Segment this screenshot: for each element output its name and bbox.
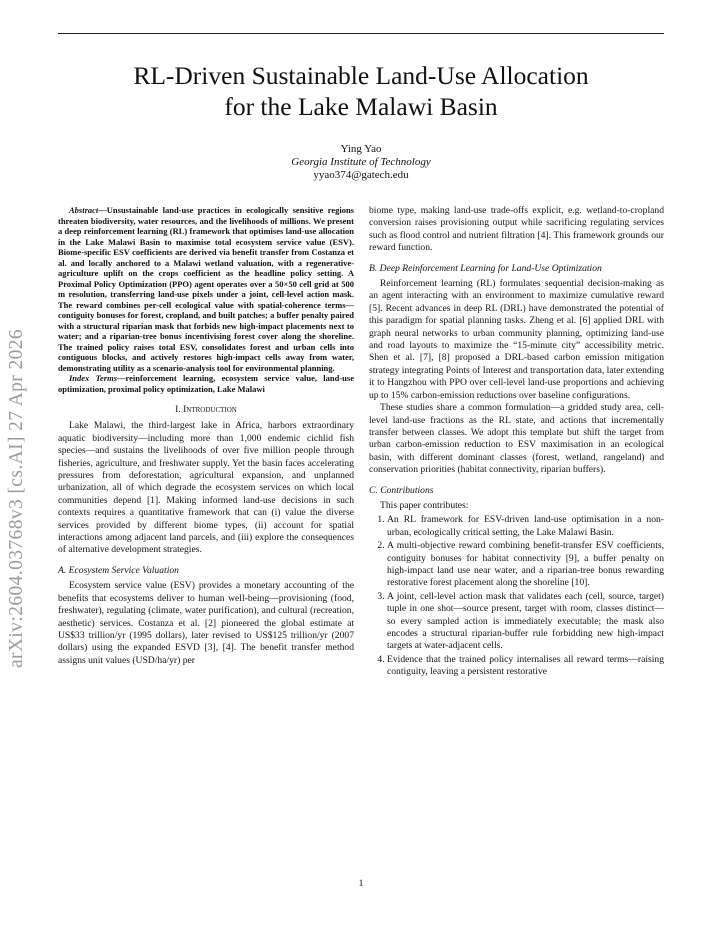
intro-paragraph: Lake Malawi, the third-largest lake in Africa, harbors extraordinary aquatic biodiversity—including more than 1,000 endemic cichlid fish species—and sustains the livelihoods of over five million people through fisheries, agriculture, and freshwater supply. Yet the basin faces accelerating pressures from deforestation, agricultural expansion, and unplanned urbanization, all of which degrade the ecosystem services on which local communities depend [1]. Making informed land-use decisions in such contexts requires a quantitative framework that can (i) value the diverse services provided by different biome types, (ii) account for spatial interactions among adjacent land parcels, and (iii) explore the consequences of alternative development strategies. [58, 420, 354, 556]
title-line-1: RL-Driven Sustainable Land-Use Allocation [133, 61, 589, 90]
contribution-item: 2. A multi-objective reward combining benefit-transfer ESV coefficients, contiguity bonuses for habitat connectivity [9], a buffer penalty on high-impact land use near water, and a riparian-tree bonus rewarding restorative forest placement along the shoreline [10]. [387, 540, 664, 590]
subsection-heading-contributions: C. Contributions [369, 484, 434, 496]
abstract-text: —Unsustainable land-use practices in ecologically sensitive regions threaten biodiversity, water resources, and the livelihoods of millions. We present a deep reinforcement learning (RL) framework that optimises land-use allocation in the Lake Malawi Basin to maximise total ecosystem service value (ESV). Biome-specific ESV coefficients are derived via benefit transfer from Costanza et al. and locally anchored to a Malawi wetland valuation, with a regenerative-agriculture uplift on the crops coefficient as the headline policy setting. A Proximal Policy Optimization (PPO) agent operates over a 50×50 cell grid at 500 m resolution, transferring land-use pixels under a joint, cell-level action mask. The reward combines per-cell ecological value with spatial-coherence terms—contiguity bonuses for forest, cropland, and built patches; a buffer penalty paired with a structural riparian mask that forbids new high-impact placements next to water; and a riparian-tree bonus incentivising forest cover along the shoreline. The trained policy raises total ESV, consolidates forest and urban cells into contiguous blocks, and actively restores high-impact cells away from water, demonstrating utility as a scenario-analysis tool for environmental planning. [58, 205, 354, 373]
section-heading-introduction: I. Introduction [175, 404, 237, 415]
author-email: yyao374@gatech.edu [313, 169, 409, 181]
author-affiliation: Georgia Institute of Technology [291, 156, 431, 168]
drl-paragraph-2: These studies share a common formulation—a gridded study area, cell-level land-use fractions as the RL state, and actions that incrementally transfer between classes. We adopt this template but shift the target from urban carbon-emission reduction to ESV maximisation in an ecological basin, with different dominant classes (forest, wetland, rangeland) and conservation priorities (habitat connectivity, riparian buffers). [369, 402, 664, 476]
contributions-list [369, 514, 664, 678]
drl-paragraph-1: Reinforcement learning (RL) formulates sequential decision-making as an agent interacting with an environment to maximize cumulative reward [5]. Recent advances in deep RL (DRL) have demonstrated the potential of this paradigm for spatial planning tasks. Zheng et al. [6] applied DRL with graph neural networks to urban community planning, optimizing land-use and road layouts to maximize the “15-minute city” accessibility metric. Shen et al. [7], [8] proposed a DRL-based carbon emission mitigation strategy integrating Points of Interest and transportation data, later extending it to Hangzhou with PPO over cell-level land-use proportions and achieving up to 15% carbon-emission reductions over baseline configurations. [369, 278, 664, 401]
contributions-intro: This paper contributes: [380, 499, 469, 511]
arxiv-identifier: arXiv:2604.03768v3 [cs.AI] 27 Apr 2026 [6, 328, 27, 668]
contribution-item: 3. A joint, cell-level action mask that validates each (cell, source, target) tuple in one shot—source present, target with room, classes distinct—so every sampled action is immediately executable; the mask also encodes a structural riparian-buffer rule forbidding new high-impact targets at water-adjacent cells. [387, 591, 664, 653]
abstract-lead: Abstract [69, 205, 99, 215]
paper-title [58, 60, 664, 122]
index-terms [58, 373, 354, 394]
subsection-heading-esv: A. Ecosystem Service Valuation [58, 564, 179, 576]
page-number: 1 [358, 878, 364, 889]
left-column [58, 205, 354, 667]
right-column [369, 205, 664, 680]
author-name: Ying Yao [340, 143, 382, 155]
index-terms-text: —reinforcement learning, ecosystem service value, land-use optimization, proximal policy optimization, Lake Malawi [58, 373, 354, 394]
esv-paragraph: Ecosystem service value (ESV) provides a monetary accounting of the benefits that ecosystems deliver to human well-being—provisioning (food, freshwater), regulating (climate, water purification), and cultural (recreation, aesthetic) services. Costanza et al. [2] pioneered the global estimate at US$33 trillion/yr (1995 dollars), later revised to US$125 trillion/yr (2007 dollars) using the expanded ESVD [3], [4]. The benefit transfer method assigns unit values (USD/ha/yr) per [58, 580, 354, 666]
esv-paragraph-continued: biome type, making land-use trade-offs explicit, e.g. wetland-to-cropland conversion raises provisioning output while sacrificing regulating services such as flood control and nutrient filtration [4]. This framework grounds our reward function. [369, 205, 664, 254]
contribution-item: 4. Evidence that the trained policy internalises all reward terms—raising contiguity, leaving a persistent restorative [387, 654, 664, 679]
author-block [58, 143, 664, 182]
abstract [58, 205, 354, 373]
title-line-2: for the Lake Malawi Basin [224, 92, 498, 121]
top-rule [58, 33, 664, 34]
index-terms-lead: Index Terms [69, 373, 118, 383]
subsection-heading-drl: B. Deep Reinforcement Learning for Land-Use Optimization [369, 262, 602, 274]
contribution-item: 1. An RL framework for ESV-driven land-use optimisation in a non-urban, ecologically critical setting, the Lake Malawi Basin. [387, 514, 664, 539]
